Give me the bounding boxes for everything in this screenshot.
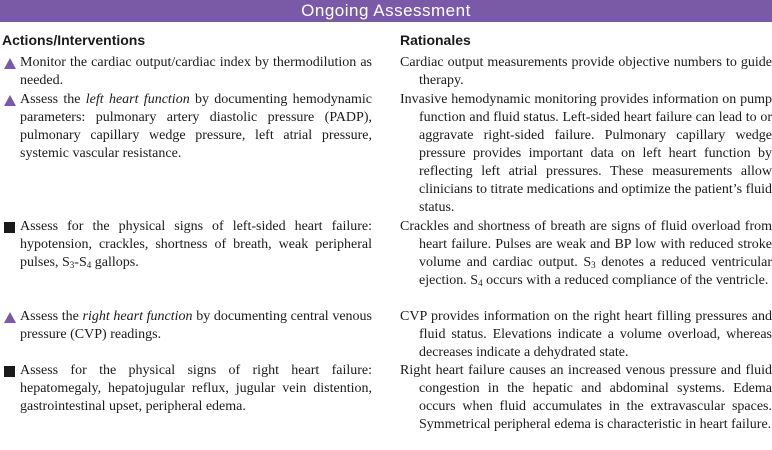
rationale-text: Crackles and shortness of breath are signs of fluid overload from heart failure. Pulses are weak and BP low with reduced stroke volume and cardiac output. S bbox=[400, 219, 772, 270]
action-emphasis: right heart function bbox=[82, 309, 193, 324]
action-item bbox=[2, 218, 372, 272]
rationale-item bbox=[400, 218, 772, 290]
action-item bbox=[2, 362, 372, 416]
section-banner bbox=[0, 0, 772, 22]
square-icon bbox=[4, 366, 15, 377]
action-item bbox=[2, 91, 372, 163]
rationale-item bbox=[400, 91, 772, 217]
action-text: Assess the bbox=[20, 309, 83, 324]
subscript: 4 bbox=[86, 260, 92, 270]
action-item bbox=[2, 308, 372, 344]
subscript: 3 bbox=[591, 260, 596, 270]
action-item bbox=[2, 54, 372, 90]
action-text: Assess for the physical signs of right heart failure: hepatomegaly, hepatojugular reflux, jugular vein distention, gastrointestinal upset, peripheral edema. bbox=[20, 363, 372, 414]
rationale-item bbox=[400, 308, 772, 362]
rationale-text: Invasive hemodynamic monitoring provides information on pump function and fluid status. Left-sided heart failure can lead to or aggravate right-sided failure. Pulmonary capillary wedge pressure provides important data on left heart function by reflecting left atrial pressures. These measurements allow clinicians to titrate medications and optimize the patient’s fluid status. bbox=[400, 92, 772, 215]
subscript: 3 bbox=[69, 260, 75, 270]
triangle-icon bbox=[4, 312, 15, 323]
action-text: Assess the bbox=[20, 92, 86, 107]
action-text: gallops. bbox=[91, 255, 139, 270]
action-text: -S bbox=[74, 255, 87, 270]
rationale-text: occurs with a reduced compliance of the ventricle. bbox=[482, 273, 769, 288]
rationale-text: denotes a reduced ventricular ejection. S bbox=[419, 255, 772, 288]
subscript: 4 bbox=[478, 278, 483, 288]
action-text: Monitor the cardiac output/cardiac index by thermodilution as needed. bbox=[20, 55, 372, 88]
rationale-text: CVP provides information on the right heart filling pressures and fluid status. Elevations indicate a volume overload, whereas decreases indicate a dehydrated state. bbox=[400, 309, 772, 360]
column-header-rationales: Rationales bbox=[400, 32, 471, 48]
action-emphasis: left heart function bbox=[85, 92, 190, 107]
triangle-icon bbox=[4, 58, 15, 69]
column-header-actions: Actions/Interventions bbox=[2, 32, 146, 48]
action-text: Assess for the physical signs of left-sided heart failure: hypotension, crackles, shortness of breath, weak peripheral pulses, S bbox=[20, 219, 372, 270]
square-icon bbox=[4, 222, 15, 233]
rationale-item bbox=[400, 54, 772, 90]
action-text: by documenting hemodynamic parameters: pulmonary artery diastolic pressure (PADP), pulmonary capillary wedge pressure, left atrial pressure, systemic vascular resistance. bbox=[20, 92, 372, 161]
rationale-text: Cardiac output measurements provide objective numbers to guide therapy. bbox=[400, 55, 772, 88]
action-text: by documenting central venous pressure (CVP) readings. bbox=[20, 309, 372, 342]
rationale-text: Right heart failure causes an increased venous pressure and fluid congestion in the hepatic and abdominal systems. Edema occurs when fluid accumulates in the extravascular spaces. Symmetrical peripheral edema is characteristic in heart failure. bbox=[400, 363, 772, 432]
section-title: Ongoing Assessment bbox=[301, 1, 471, 20]
triangle-icon bbox=[4, 95, 15, 106]
rationale-item bbox=[400, 362, 772, 434]
